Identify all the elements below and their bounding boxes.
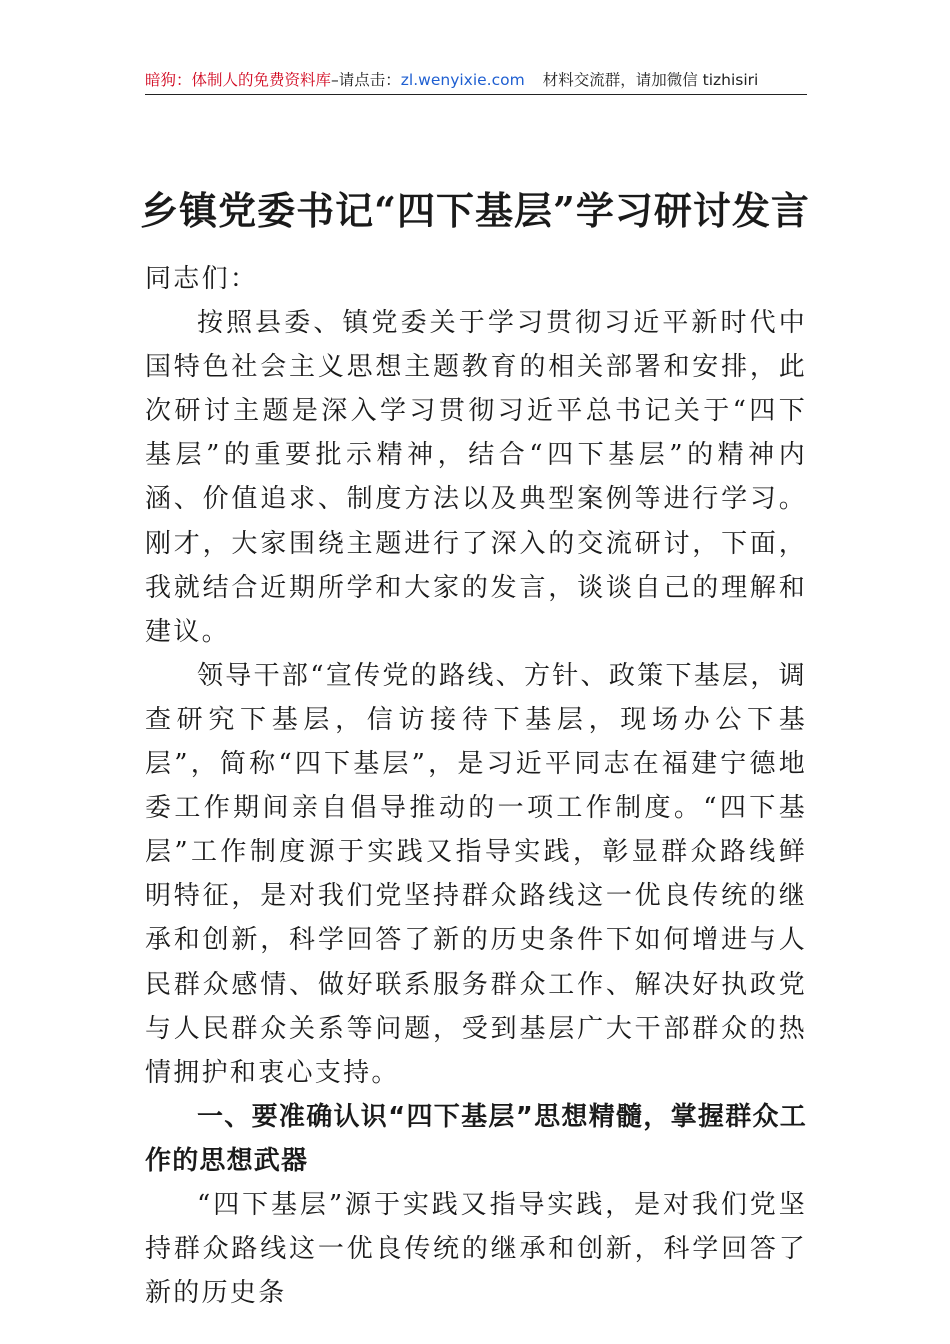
section-heading: 一、要准确认识“四下基层”思想精髓，掌握群众工作的思想武器 (145, 1101, 807, 1176)
salutation: 同志们： (145, 264, 259, 294)
header-click-prompt: –请点击： (331, 71, 401, 89)
header-divider (145, 94, 807, 95)
document-title: 乡镇党委书记“四下基层”学习研讨发言 (140, 188, 810, 234)
document-body (145, 257, 807, 1315)
header-url-link[interactable]: zl.wenyixie.com (400, 71, 525, 89)
paragraph: 领导干部“宣传党的路线、方针、政策下基层，调查研究下基层，信访接待下基层，现场办公下基层”，简称“四下基层”，是习近平同志在福建宁德地委工作期间亲自倡导推动的一项工作制度。“四下基层”工作制度源于实践又指导实践，彰显群众路线鲜明特征，是对我们党坚持群众路线这一优良传统的继承和创新，科学回答了新的历史条件下如何增进与人民群众感情、做好联系服务群众工作、解决好执政党与人民群众关系等问题，受到基层广大干部群众的热情拥护和衷心支持。 (145, 660, 807, 1088)
header-bar (145, 68, 807, 92)
paragraph: “四下基层”源于实践又指导实践，是对我们党坚持群众路线这一优良传统的继承和创新，科学回答了新的历史条 (145, 1189, 807, 1309)
paragraph: 按照县委、镇党委关于学习贯彻习近平新时代中国特色社会主义思想主题教育的相关部署和安排，此次研讨主题是深入学习贯彻习近平总书记关于“四下基层”的重要批示精神，结合“四下基层”的精神内涵、价值追求、制度方法以及典型案例等进行学习。刚才，大家围绕主题进行了深入的交流研讨，下面，我就结合近期所学和大家的发言，谈谈自己的理解和建议。 (145, 308, 807, 647)
header-group-note: 材料交流群，请加微信 tizhisiri (542, 71, 759, 89)
header-brand[interactable]: 暗狗：体制人的免费资料库 (145, 71, 332, 89)
